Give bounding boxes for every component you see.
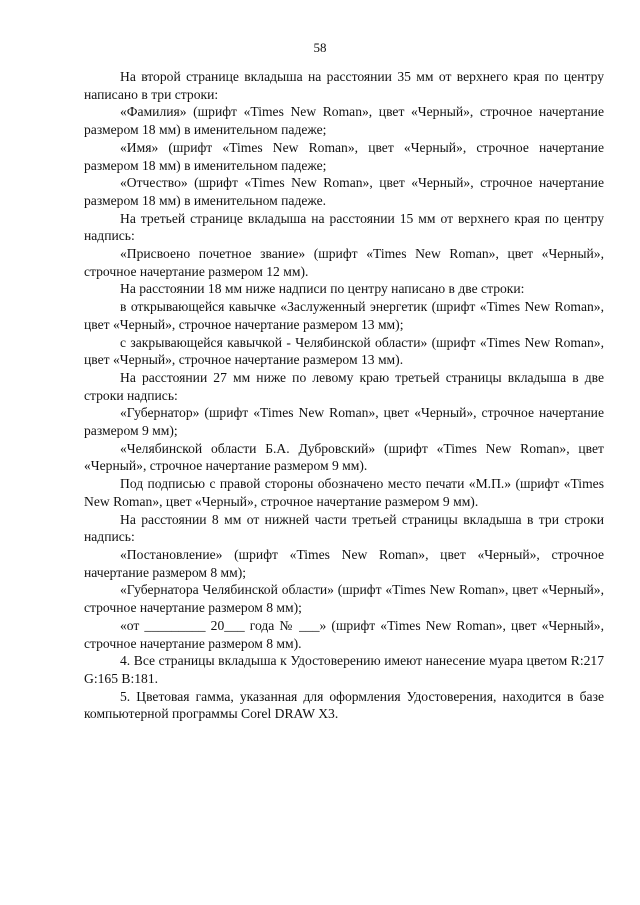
paragraph: «Имя» (шрифт «Times New Roman», цвет «Черный», строчное начертание размером 18 мм) в именительном падеже; <box>84 139 604 173</box>
paragraph: На расстоянии 27 мм ниже по левому краю третьей страницы вкладыша в две строки надпись: <box>84 369 604 403</box>
paragraph: Под подписью с правой стороны обозначено место печати «М.П.» (шрифт «Times New Roman», цвет «Черный», строчное начертание размером 9 мм). <box>84 476 604 509</box>
paragraph: На третьей странице вкладыша на расстоянии 15 мм от верхнего края по центру надпись: <box>84 210 604 244</box>
page-number: 58 <box>313 40 327 55</box>
paragraph: 5. Цветовая гамма, указанная для оформления Удостоверения, находится в базе компьютерной программы Corel DRAW X3. <box>84 688 604 722</box>
paragraph: «Постановление» (шрифт «Times New Roman», цвет «Черный», строчное начертание размером 8 мм); <box>84 546 604 580</box>
body-text <box>84 68 604 723</box>
paragraph: в открывающейся кавычке «Заслуженный энергетик (шрифт «Times New Roman», цвет «Черный», строчное начертание размером 13 мм); <box>84 299 604 332</box>
paragraph: «Губернатора Челябинской области» (шрифт «Times New Roman», цвет «Черный», строчное начертание размером 8 мм); <box>84 582 604 616</box>
paragraph: «Челябинской области Б.А. Дубровский» (шрифт «Times New Roman», цвет «Черный», строчное начертание размером 9 мм). <box>84 440 604 474</box>
paragraph: «Фамилия» (шрифт «Times New Roman», цвет «Черный», строчное начертание размером 18 мм) в именительном падеже; <box>84 104 604 138</box>
paragraph: На второй странице вкладыша на расстоянии 35 мм от верхнего края по центру написано в три строки: <box>84 69 604 102</box>
paragraph: «Губернатор» (шрифт «Times New Roman», цвет «Черный», строчное начертание размером 9 мм); <box>84 405 604 439</box>
paragraph: 4. Все страницы вкладыша к Удостоверению имеют нанесение муара цветом R:217 G:165 B:181. <box>84 653 604 686</box>
paragraph: На расстоянии 18 мм ниже надписи по центру написано в две строки: <box>120 281 525 297</box>
paragraph: «от _________ 20___ года № ___» (шрифт «Times New Roman», цвет «Черный», строчное начертание размером 8 мм). <box>84 617 604 651</box>
paragraph: с закрывающейся кавычкой - Челябинской области» (шрифт «Times New Roman», цвет «Черный», строчное начертание размером 13 мм). <box>84 334 604 368</box>
paragraph: «Отчество» (шрифт «Times New Roman», цвет «Черный», строчное начертание размером 18 мм) в именительном падеже. <box>84 175 604 208</box>
paragraph: На расстоянии 8 мм от нижней части третьей страницы вкладыша в три строки надпись: <box>84 511 604 545</box>
paragraph: «Присвоено почетное звание» (шрифт «Times New Roman», цвет «Черный», строчное начертание размером 12 мм). <box>84 246 604 279</box>
